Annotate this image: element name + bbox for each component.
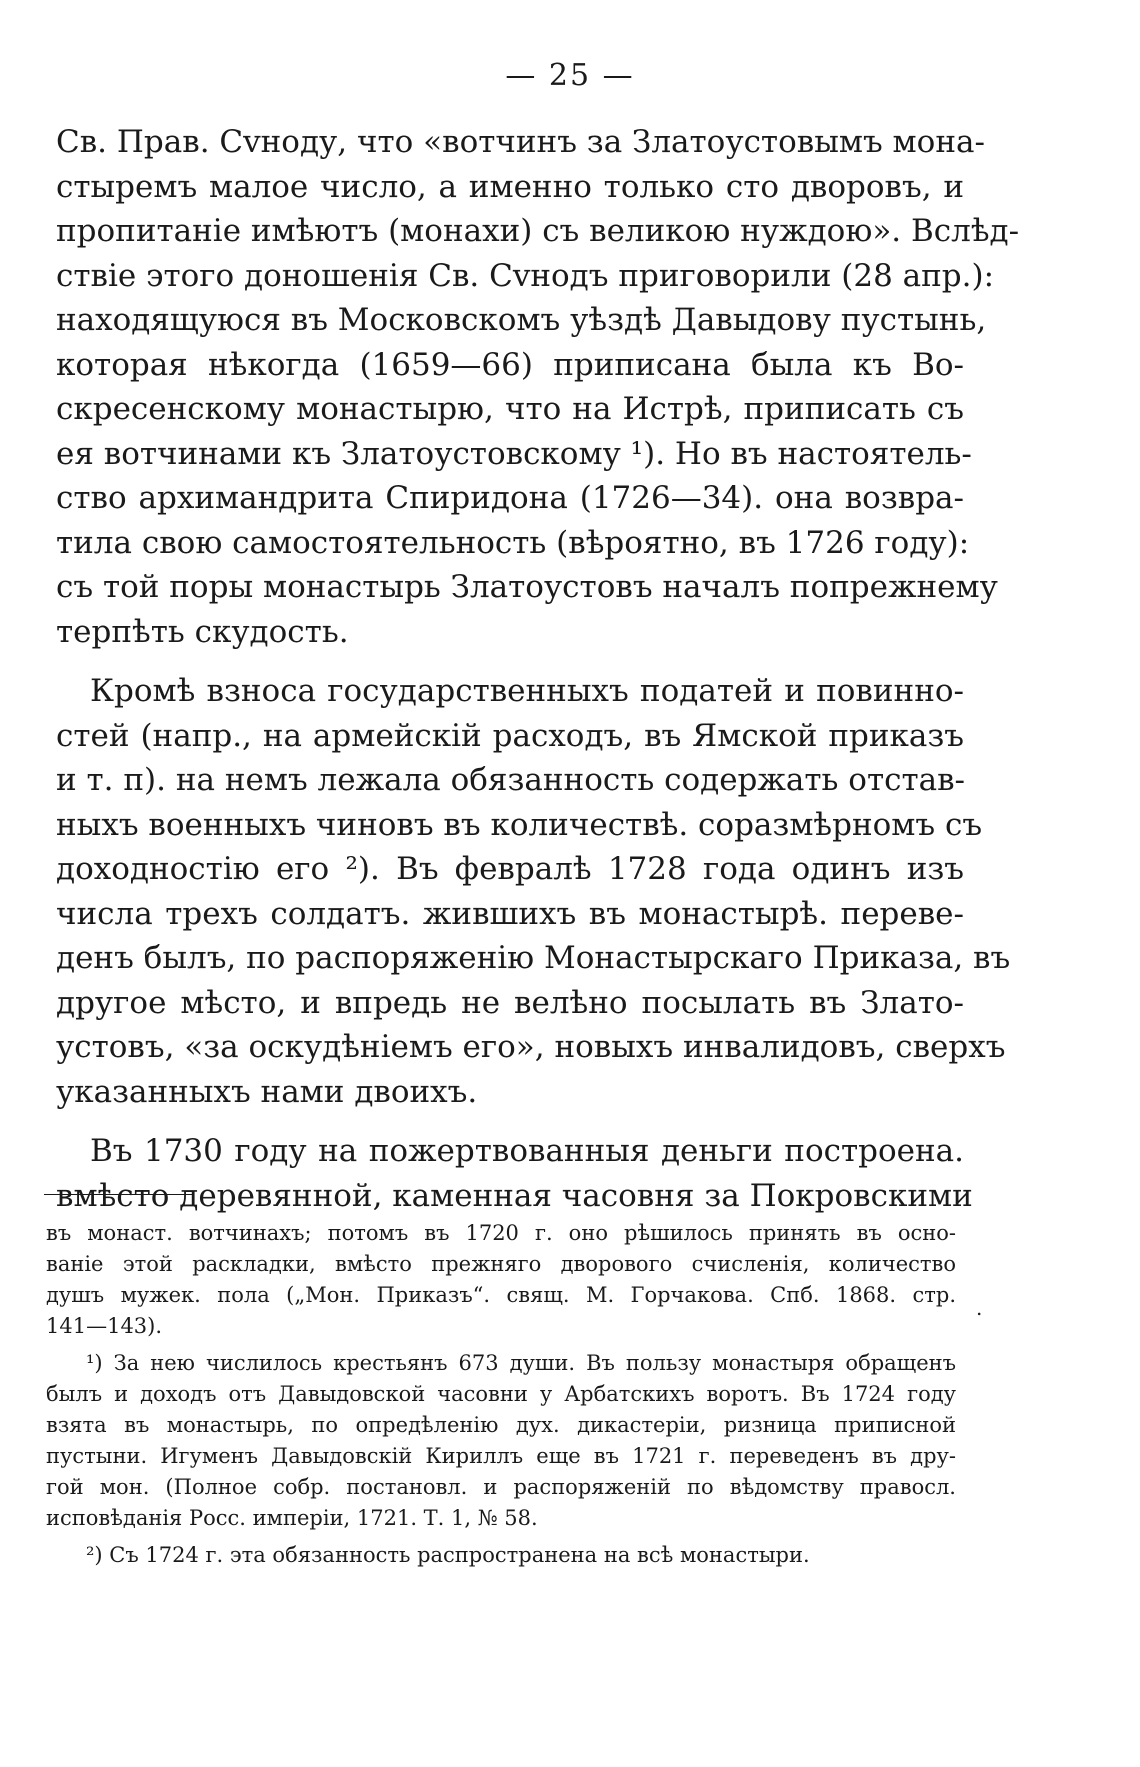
- text-line: терпѣть скудость.: [56, 613, 349, 650]
- text-line: денъ былъ, по распоряженію Монастырскаго Приказа, въ: [56, 940, 1011, 976]
- text-line: ныхъ военныхъ чиновъ въ количествѣ. соразмѣрномъ съ: [56, 806, 983, 843]
- text-line: пропитаніе имѣютъ (монахи) съ великою нуждою». Вслѣд-: [56, 213, 1020, 249]
- footnotes: [46, 1218, 956, 1571]
- footnote-line: исповѣданія Росс. имперіи, 1721. Т. 1, № 58.: [46, 1506, 538, 1530]
- footnote-line: гой мон. (Полное собр. постановл. и распоряженій по вѣдомству правосл.: [46, 1475, 956, 1499]
- text-line: доходностію его ²). Въ февралѣ 1728 года одинъ изъ: [56, 851, 964, 887]
- text-line: другое мѣсто, и впредь не велѣно посылать въ Злато-: [56, 984, 964, 1021]
- footnote-line: ²) Съ 1724 г. эта обязанность распространена на всѣ монастыри.: [86, 1543, 810, 1567]
- text-line: стыремъ малое число, а именно только сто дворовъ, и: [56, 168, 964, 205]
- footnote-1: [46, 1348, 956, 1534]
- footnote-rule: [44, 1194, 194, 1195]
- footnote-line: въ монаст. вотчинахъ; потомъ въ 1720 г. оно рѣшилось принять въ осно-: [46, 1221, 956, 1245]
- text-line: Въ 1730 году на пожертвованныя деньги построена.: [90, 1133, 964, 1169]
- text-line: и т. п). на немъ лежала обязанность содержать отстав-: [56, 762, 966, 798]
- paragraph: [56, 120, 1020, 654]
- footnote-line: взята въ монастырь, по опредѣленію дух. дикастеріи, ризница приписной: [46, 1413, 956, 1437]
- paragraph: [56, 669, 1011, 1114]
- text-line: указанныхъ нами двоихъ.: [56, 1073, 478, 1110]
- text-line: ство архимандрита Спиридона (1726—34). она возвра-: [56, 480, 964, 516]
- footnote-continued: [46, 1218, 956, 1342]
- text-line: числа трехъ солдатъ. жившихъ въ монастырѣ. переве-: [56, 895, 964, 932]
- text-line: ея вотчинами къ Златоустовскому ¹). Но въ настоятель-: [56, 435, 972, 472]
- text-line: которая нѣкогда (1659—66) приписана была къ Во-: [56, 346, 964, 383]
- stray-mark: .: [976, 1296, 983, 1320]
- footnote-line: былъ и доходъ отъ Давыдовской часовни у Арбатскихъ воротъ. Въ 1724 году: [46, 1382, 956, 1406]
- footnote-line: пустыни. Игуменъ Давыдовскій Кириллъ еще въ 1721 г. переведенъ въ дру-: [46, 1444, 956, 1468]
- text-line: Кромѣ взноса государственныхъ податей и повинно-: [90, 673, 964, 709]
- footnote-line: ваніе этой раскладки, вмѣсто прежняго дворового счисленія, количество: [46, 1252, 956, 1276]
- text-line: вмѣсто деревянной, каменная часовня за Покровскими: [56, 1177, 973, 1214]
- text-line: съ той поры монастырь Златоустовъ началъ попрежнему: [56, 569, 998, 605]
- text-line: устовъ, «за оскудѣніемъ его», новыхъ инвалидовъ, сверхъ: [56, 1029, 1006, 1065]
- text-line: находящуюся въ Московскомъ уѣздѣ Давыдову пустынь,: [56, 302, 987, 338]
- main-text: [56, 120, 1020, 1218]
- footnote-line: 141—143).: [46, 1314, 163, 1338]
- paragraph: [56, 1129, 973, 1218]
- page-number: — 25 —: [505, 58, 635, 93]
- footnote-line: душъ мужек. пола („Мон. Приказъ“. свящ. М. Горчакова. Спб. 1868. стр.: [46, 1283, 956, 1307]
- text-line: Св. Прав. Сvноду, что «вотчинъ за Златоустовымъ мона-: [56, 124, 985, 160]
- text-line: тила свою самостоятельность (вѣроятно, въ 1726 году):: [56, 524, 970, 561]
- text-line: стей (напр., на армейскій расходъ, въ Ямской приказъ: [56, 717, 964, 754]
- footnote-line: ¹) За нею числилось крестьянъ 673 души. Въ пользу монастыря обращенъ: [86, 1351, 956, 1375]
- text-line: ствіе этого доношенія Св. Сvнодъ приговорили (28 апр.):: [56, 257, 995, 294]
- text-line: скресенскому монастырю, что на Истрѣ, приписать съ: [56, 391, 964, 427]
- footnote-2: [46, 1540, 956, 1571]
